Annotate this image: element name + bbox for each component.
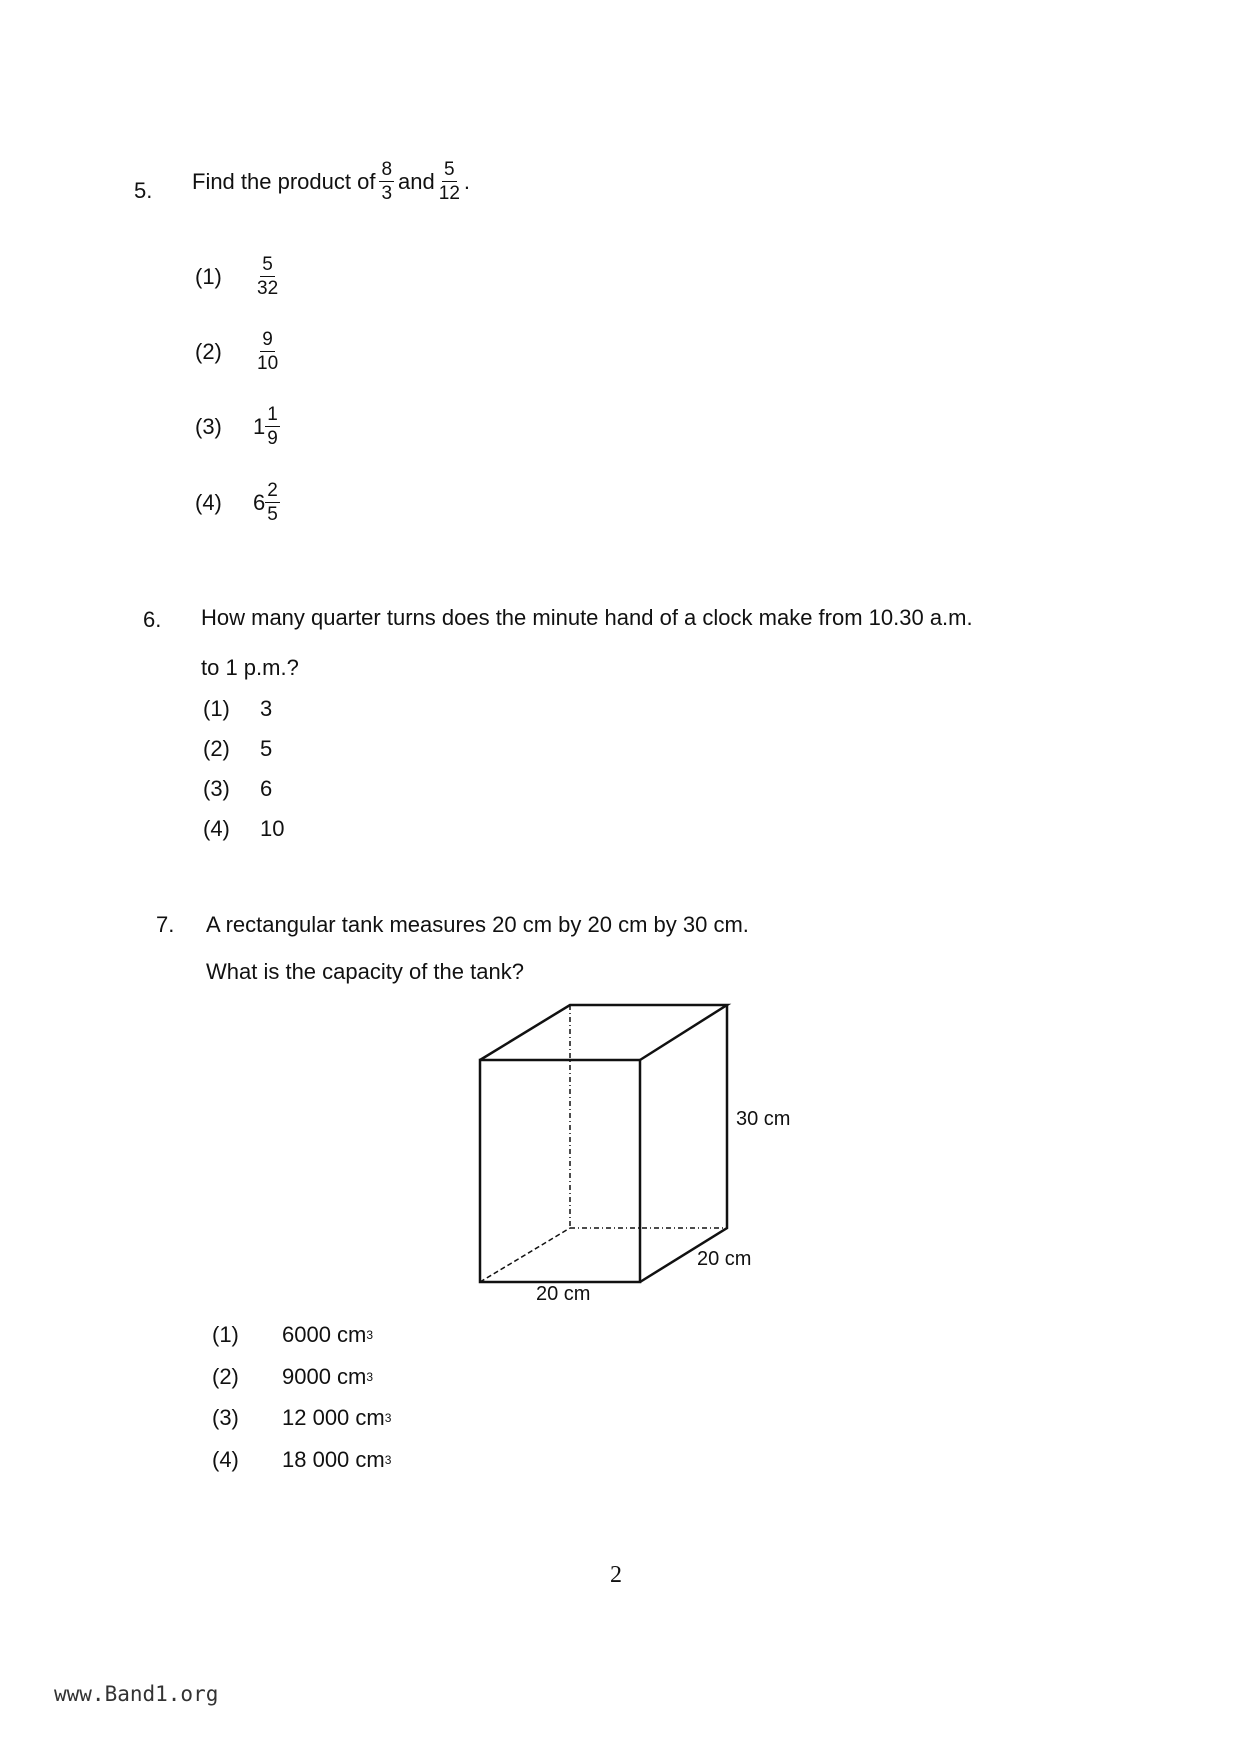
front-face <box>480 1060 640 1282</box>
option-value: 5 <box>260 736 273 761</box>
option-value: 12 000 cm <box>282 1405 385 1430</box>
q7-option-4[interactable] <box>212 1447 391 1473</box>
option-value: 9000 cm <box>282 1364 367 1389</box>
q7-option-1[interactable] <box>212 1322 373 1348</box>
option-label: (3) <box>203 776 230 801</box>
denominator: 9 <box>267 428 278 449</box>
q5-number: 5. <box>134 178 153 203</box>
denominator: 12 <box>438 183 460 204</box>
footer-url[interactable]: www.Band1.org <box>54 1682 219 1706</box>
top-face <box>480 1005 727 1060</box>
numerator: 5 <box>262 254 273 275</box>
q6-line-1: How many quarter turns does the minute hand of a clock make from 10.30 a.m. <box>201 605 973 630</box>
q5-and: and <box>398 168 435 194</box>
option-label: (4) <box>203 816 230 841</box>
option-value: 3 <box>260 696 273 721</box>
numerator: 2 <box>267 480 278 501</box>
option-label: (2) <box>212 1364 239 1389</box>
option-label: (2) <box>195 338 222 364</box>
option-value: 6000 cm <box>282 1322 367 1347</box>
option-value: 10 <box>260 816 285 841</box>
numerator: 1 <box>267 404 278 425</box>
page-number: 2 <box>610 1562 622 1588</box>
option-label: (4) <box>195 489 222 515</box>
side-face <box>640 1005 727 1282</box>
width-label: 20 cm <box>536 1283 591 1305</box>
q7-line-2: What is the capacity of the tank? <box>206 959 524 984</box>
option-value: 18 000 cm <box>282 1447 385 1472</box>
height-label: 30 cm <box>736 1108 791 1130</box>
exponent: 3 <box>366 1370 374 1384</box>
option-whole: 1 <box>253 413 266 439</box>
denominator: 3 <box>381 183 393 204</box>
exponent: 3 <box>384 1453 392 1467</box>
q7-option-2[interactable] <box>212 1364 373 1390</box>
denominator: 10 <box>257 353 279 374</box>
option-label: (3) <box>212 1405 239 1430</box>
q7-number: 7. <box>156 912 175 937</box>
option-label: (1) <box>212 1322 239 1347</box>
option-label: (3) <box>195 413 222 439</box>
q6-line-2: to 1 p.m.? <box>201 655 299 680</box>
option-whole: 6 <box>253 489 266 515</box>
numerator: 8 <box>381 159 393 180</box>
numerator: 9 <box>262 329 273 350</box>
q6-number: 6. <box>143 607 162 632</box>
q7-line-1: A rectangular tank measures 20 cm by 20 cm by 30 cm. <box>206 912 749 937</box>
option-label: (1) <box>195 263 222 289</box>
q5-text: Find the product of <box>192 168 376 194</box>
denominator: 5 <box>267 504 278 525</box>
q5-end: . <box>463 168 471 194</box>
q7-option-3[interactable] <box>212 1405 391 1431</box>
denominator: 32 <box>257 278 279 299</box>
option-label: (1) <box>203 696 230 721</box>
exponent: 3 <box>366 1328 374 1342</box>
option-label: (4) <box>212 1447 239 1472</box>
exponent: 3 <box>384 1411 392 1425</box>
hidden-edge <box>480 1228 570 1282</box>
numerator: 5 <box>444 159 455 180</box>
depth-label: 20 cm <box>697 1248 752 1270</box>
option-value: 6 <box>260 776 273 801</box>
option-label: (2) <box>203 736 230 761</box>
